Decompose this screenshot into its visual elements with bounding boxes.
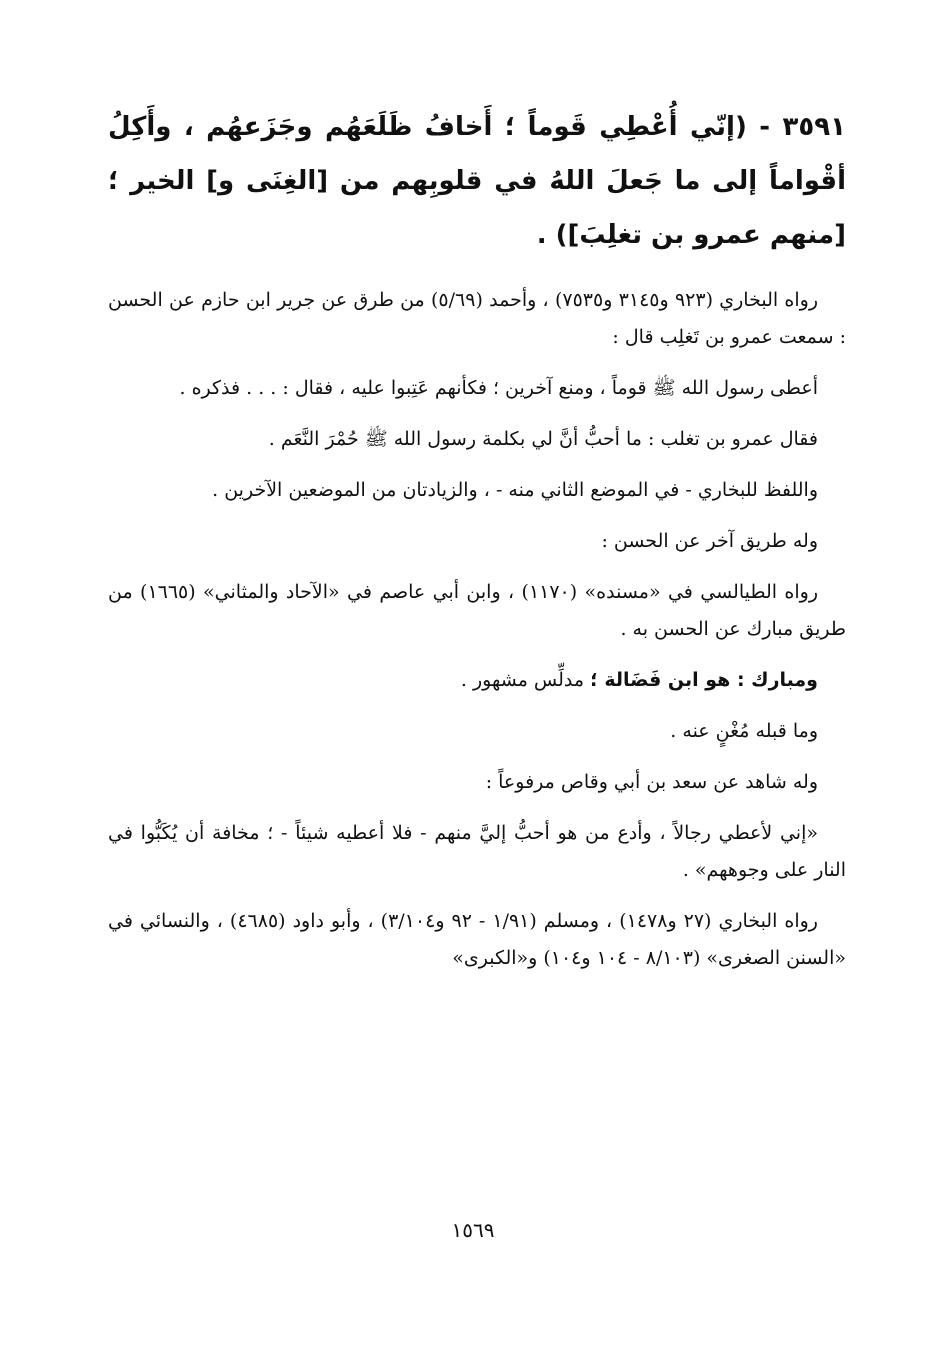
sufficiency-note: وما قبله مُغْنٍ عنه . bbox=[670, 720, 818, 742]
takhrij-paragraph-3: رواه البخاري (٢٧ و١٤٧٨) ، ومسلم (١/٩١ - ٩٢ و٣/١٠٤) ، وأبو داود (٤٦٨٥) ، والنسائي في «السنن الصغرى» (٨/١٠٣ - ١٠٤ و١٠٤) و«الكبرى» bbox=[108, 910, 846, 969]
witness-note: وله شاهد عن سعد بن أبي وقاص مرفوعاً : bbox=[485, 771, 818, 793]
narration-paragraph: أعطى رسول الله ﷺ قوماً ، ومنع آخرين ؛ فكأنهم عَتِبوا عليه ، فقال : . . . فذكره . bbox=[179, 377, 818, 399]
narrator-note-text: مدلِّس مشهور . bbox=[460, 669, 591, 691]
narrator-note-lead: ومبارك : هو ابن فَضَالة ؛ bbox=[590, 669, 818, 691]
narrator-note bbox=[108, 662, 846, 699]
takhrij-paragraph: رواه البخاري (٩٢٣ و٣١٤٥ و٧٥٣٥) ، وأحمد (٥/٦٩) من طرق عن جرير ابن حازم عن الحسن : سمعت عمرو بن تَغلِب قال : bbox=[108, 289, 846, 348]
hadith-heading: ٣٥٩١ - (إنّي أُعْطِي قَوماً ؛ أَخافُ ظَلَعَهُم وجَزَعهُم ، وأَكِلُ أقْواماً إلى ما جَعلَ اللهُ في قلوبِهم من [الغِنَى و] الخير ؛ [منهم عمرو بن تغلِبَ]) . bbox=[108, 112, 846, 250]
book-page bbox=[108, 100, 846, 1260]
witness-hadith-text: «إني لأعطي رجالاً ، وأدع من هو أحبُّ إليَّ منهم - فلا أعطيه شيئاً - ؛ مخافة أن يُكَبُّوا في النار على وجوههم» . bbox=[108, 822, 846, 881]
page-number: ١٥٦٩ bbox=[451, 1218, 495, 1242]
other-route-note: وله طريق آخر عن الحسن : bbox=[601, 530, 818, 552]
narration-continuation: فقال عمرو بن تغلب : ما أحبُّ أنَّ لي بكلمة رسول الله ﷺ حُمْرَ النَّعَم . bbox=[268, 428, 818, 450]
wording-note: واللفظ للبخاري - في الموضع الثاني منه - ، والزيادتان من الموضعين الآخرين . bbox=[212, 479, 818, 501]
takhrij-paragraph-2: رواه الطيالسي في «مسنده» (١١٧٠) ، وابن أبي عاصم في «الآحاد والمثاني» (١٦٦٥) من طريق مبارك عن الحسن به . bbox=[108, 581, 846, 640]
